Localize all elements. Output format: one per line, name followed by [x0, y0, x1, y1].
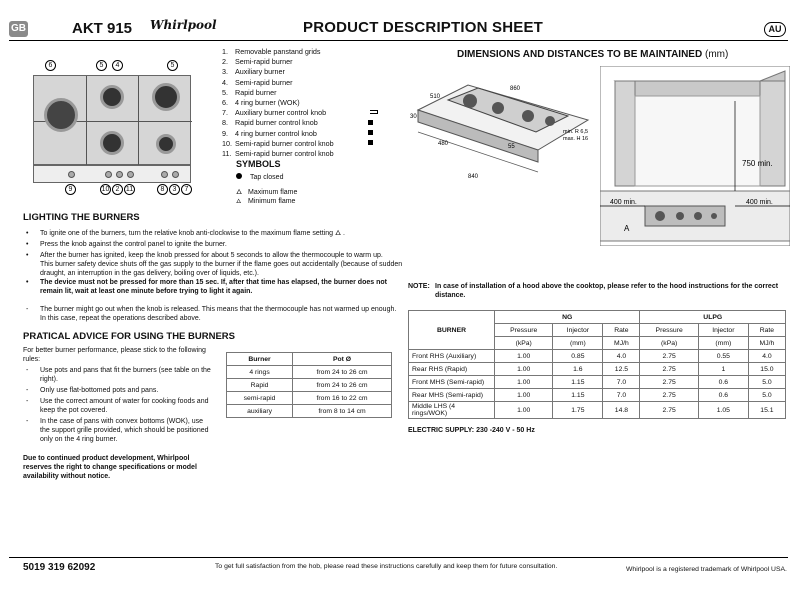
list-item: 7. Auxiliary burner control knob — [222, 108, 327, 118]
dim-55: 55 — [508, 144, 515, 150]
list-item: • After the burner has ignited, keep the knob pressed for about 5 seconds to allow the thermocouple to warm up. This burner safety device shuts off the gas supply to the burner if the flame goes out accidentally (because of sudden draught, an interruption in the gas delivery, boiling over of liquids, etc.). — [26, 252, 403, 277]
table-row: Rear MHS (Semi-rapid) 1.00 1.15 7.0 2.75 0.6 5.0 — [409, 389, 786, 402]
callout-9: 9 — [65, 184, 76, 195]
lighting-heading: LIGHTING THE BURNERS — [23, 212, 140, 223]
wok-burner — [44, 98, 78, 132]
page-title: PRODUCT DESCRIPTION SHEET — [303, 19, 544, 36]
region-badge: AU — [764, 22, 786, 37]
auxiliary-burner — [156, 134, 176, 154]
symbol-row: 🜂 Minimum flame — [236, 195, 295, 207]
electric-supply: ELECTRIC SUPPLY: 230 -240 V - 50 Hz — [408, 427, 535, 434]
list-item: 4. Semi-rapid burner — [222, 77, 293, 87]
table-row: Front RHS (Auxiliary) 1.00 0.85 4.0 2.75 0.55 4.0 — [409, 350, 786, 363]
knob-4ring — [68, 171, 75, 178]
small-flame-icon: 🜂 — [236, 199, 242, 205]
control-panel — [33, 165, 191, 183]
dim-30: 30 — [410, 114, 417, 120]
table-row: Middle LHS (4 rings/WOK) 1.00 1.75 14.8 2.75 1.05 15.1 — [409, 402, 786, 419]
footer-instruction: To get full satisfaction from the hob, please read these instructions carefully and keep them for future consultation. — [215, 563, 558, 570]
hob-illustration — [33, 60, 193, 195]
advice-text: For better burner performance, please stick to the following rules: - Use pots and pans that fit the burners (see table on the right). - Only use flat-bottomed pots and pans. - Use the correct amount of water for cooking foods and keep the pot covered. - In the case of pans with convex bottoms (WOK), use the support grille provided, which should be positioned only on the 4 ring burner. Due to continued product development, Whirlpool reserves the right to change specifications or model availability without notice. — [23, 346, 218, 481]
dim-750-min: 750 min. — [742, 159, 773, 168]
list-item: - Use pots and pans that fit the burners (see table on the right). — [26, 367, 211, 383]
dim-a: A — [624, 224, 630, 233]
knob-auxiliary — [172, 171, 179, 178]
pot-size-table — [226, 352, 392, 418]
language-badge: GB — [9, 21, 28, 37]
knob-semirapid-c — [127, 171, 134, 178]
list-item: 1. Removable panstand grids — [222, 47, 321, 56]
table-row: Rear RHS (Rapid) 1.00 1.6 12.5 2.75 1 15.0 — [409, 363, 786, 376]
table-row: 4 rings from 24 to 26 cm — [227, 366, 392, 379]
footer-divider — [9, 557, 788, 558]
dim-max-h: max. H 16 — [563, 136, 589, 142]
semi-rapid-burner-front — [100, 131, 124, 155]
list-item: • To ignite one of the burners, turn the relative knob anti-clockwise to the maximum flame setting 🜂 . — [26, 230, 345, 237]
table-header: Pot Ø — [293, 353, 392, 366]
callout-5b: 5 — [167, 60, 178, 71]
symbols-heading: SYMBOLS — [236, 159, 281, 169]
lighting-text — [23, 229, 403, 323]
table-row: semi-rapid from 16 to 22 cm — [227, 392, 392, 405]
cutout-diagram — [408, 70, 598, 185]
dim-510: 510 — [430, 94, 441, 100]
brand-logo: Whirlpool — [150, 18, 217, 32]
table-row: Rapid from 24 to 26 cm — [227, 379, 392, 392]
callout-11: 11 — [125, 186, 134, 193]
list-item: 8. Rapid burner control knob — [222, 118, 318, 128]
parts-list — [222, 47, 334, 159]
list-item: 6. 4 ring burner (WOK) — [222, 98, 300, 108]
list-item: 2. Semi-rapid burner — [222, 57, 293, 67]
list-item: • The device must not be pressed for more than 15 sec. If, after that time has elapsed, the burner does not remain lit, wait at least one minute before trying to light it again. — [26, 279, 387, 295]
list-item: • Press the knob against the control panel to ignite the burner. — [26, 241, 227, 248]
installation-diagram — [600, 66, 790, 246]
knob-semirapid-a — [105, 171, 112, 178]
list-item: - Use the correct amount of water for cooking foods and keep the pot covered. — [26, 398, 209, 414]
callout-2: 2 — [112, 184, 123, 195]
advice-heading: PRATICAL ADVICE FOR USING THE BURNERS — [23, 331, 236, 342]
callout-8: 8 — [157, 184, 168, 195]
model-number: AKT 915 — [72, 20, 133, 37]
list-item: - In the case of pans with convex bottoms (WOK), use the support grille provided, which should be positioned only on the 4 ring burner. — [26, 418, 209, 443]
list-item: - The burner might go out when the knob is released. This means that the thermocouple has not warmed up enough. In this case, repeat the operations described above. — [26, 306, 397, 322]
document-code: 5019 319 62092 — [23, 562, 96, 573]
list-item: 11. Semi-rapid burner control knob — [222, 149, 334, 159]
dim-400-left: 400 min. — [610, 199, 637, 206]
callout-6: 6 — [45, 60, 56, 71]
rapid-burner — [152, 83, 180, 111]
list-item: 3. Auxiliary burner — [222, 67, 285, 77]
table-row: Front MHS (Semi-rapid) 1.00 1.15 7.0 2.75 0.6 5.0 — [409, 376, 786, 389]
table-row: auxiliary from 8 to 14 cm — [227, 405, 392, 418]
dim-860: 860 — [510, 86, 521, 92]
knob-rapid — [161, 171, 168, 178]
symbol-row: 🜂 Maximum flame — [236, 184, 297, 198]
header-divider — [9, 40, 788, 41]
callout-3: 3 — [169, 184, 180, 195]
hob-surface — [33, 75, 191, 165]
filled-circle-icon — [236, 173, 242, 179]
table-header: BURNER — [409, 311, 495, 350]
hood-note: NOTE: In case of installation of a hood above the cooktop, please refer to the hood instructions for the correct distance. — [408, 283, 779, 299]
large-flame-icon: 🜂 — [236, 189, 243, 196]
disclaimer: Due to continued product development, Whirlpool reserves the right to change specifications or model availability without notice. — [23, 455, 197, 480]
semi-rapid-burner-rear — [100, 85, 124, 109]
flame-icon: 🜂 — [334, 230, 342, 237]
dim-840: 840 — [468, 174, 479, 180]
trademark-note: Whirlpool is a registered trademark of Whirlpool USA. — [626, 566, 787, 573]
table-header: NG — [495, 311, 640, 324]
list-item: 9. 4 ring burner control knob — [222, 128, 317, 138]
knob-semirapid-b — [116, 171, 123, 178]
callout-4: 4 — [112, 60, 123, 71]
gas-table: BURNER NG ULPG Pressure Injector Rate Pressure Injector Rate (kPa) (mm) MJ/h (kPa) (mm) MJ/h Front RHS (Auxiliary) 1.00 0.85 4.0 2.75 0.55 4.0 Rear RHS (Rapid) 1.00 1.6 12.5 2.75 1 15.0 Front MHS (Semi-rapid) 1.00 1.15 7.0 2.75 0.6 5.0 Rear MHS (Semi-rapid) 1.00 1.15 7.0 2.75 0.6 5.0 Middle LHS (4 rings/WOK) 1.00 1.75 14.8 2.75 1.05 15.1 — [408, 310, 786, 419]
dimensions-heading: DIMENSIONS AND DISTANCES TO BE MAINTAINED (mm) — [457, 49, 729, 60]
dim-min-r: min. R 6,5 — [563, 129, 589, 135]
list-item: - Only use flat-bottomed pots and pans. — [26, 387, 159, 394]
table-header: Burner — [227, 353, 293, 366]
dim-400-right: 400 min. — [746, 199, 773, 206]
knob-position-icons — [368, 108, 382, 148]
callout-7: 7 — [181, 184, 192, 195]
dim-480: 480 — [438, 141, 449, 147]
callout-5a: 5 — [96, 60, 107, 71]
symbol-row: Tap closed — [236, 173, 283, 181]
callout-10: 10 — [101, 186, 110, 193]
list-item: 5. Rapid burner — [222, 87, 277, 97]
table-header: ULPG — [640, 311, 786, 324]
list-item: 10. Semi-rapid burner control knob — [222, 138, 334, 148]
